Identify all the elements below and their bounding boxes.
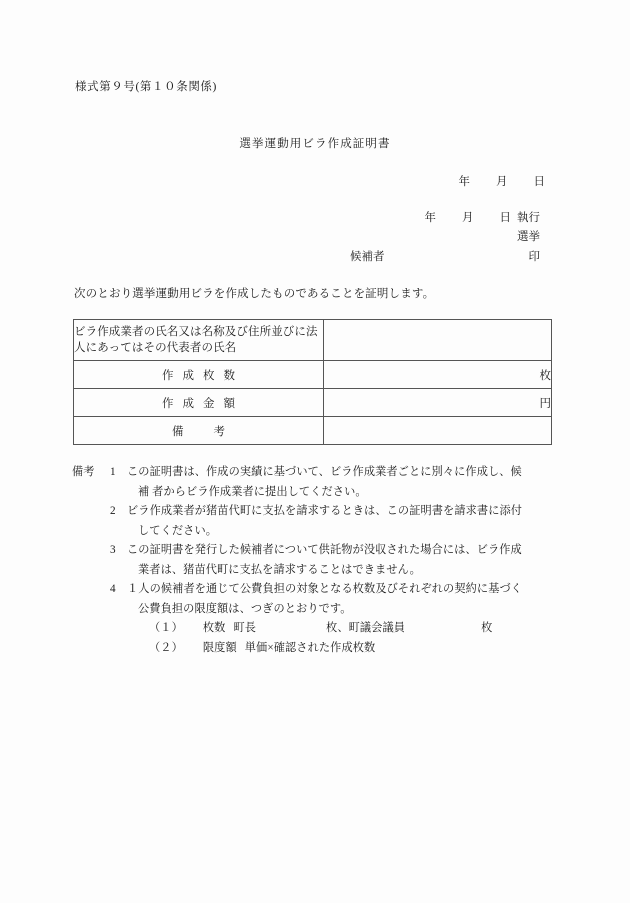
notes-section <box>72 463 572 658</box>
note-text <box>127 580 572 658</box>
table-row <box>74 417 552 445</box>
document-title: 選挙運動用ビラ作成証明書 <box>239 138 391 150</box>
row-value-producer-name[interactable] <box>324 320 552 361</box>
row-label-amount-text: 作成金額 <box>162 397 244 410</box>
row-label-remarks-text: 備考 <box>172 425 255 438</box>
form-number: 様式第９号(第１０条関係) <box>75 81 217 93</box>
election-label: 選挙 <box>517 231 540 243</box>
row-label-sheet-count <box>74 361 324 389</box>
note-item <box>72 541 572 580</box>
sub-item-label: 限度額 <box>202 641 237 654</box>
table-row <box>74 389 552 417</box>
candidate-label: 候補者 <box>350 251 385 263</box>
note-line: 補 者からビラ作成業者に提出してください。 <box>138 485 367 498</box>
candidate-row <box>350 248 540 264</box>
sub-item-unit-assembly: 枚 <box>481 622 493 634</box>
election-month: 月 <box>462 212 474 224</box>
sub-item-formula: 単価×確認された作成枚数 <box>244 641 376 654</box>
note-line: この証明書を発行した候補者について供託物が没収された場合には、ビラ作成 <box>127 544 522 556</box>
table-row <box>74 320 552 361</box>
sub-item-unit-mayor: 枚、 <box>326 622 349 634</box>
election-year: 年 <box>424 212 436 224</box>
note-text <box>127 541 572 580</box>
note-line: この証明書は、作成の実績に基づいて、ビラ作成業者ごとに別々に作成し、候 <box>127 466 522 478</box>
issue-date-day: 日 <box>533 176 545 188</box>
note-line: 公費負担の限度額は、つぎのとおりです。 <box>138 602 352 615</box>
row-label-sheet-count-text: 作成枚数 <box>162 369 244 382</box>
row-value-remarks[interactable] <box>324 417 552 445</box>
note-item <box>72 502 572 541</box>
row-label-remarks <box>74 417 324 445</box>
sub-item-number: （１） <box>149 622 183 634</box>
issue-date-month: 月 <box>496 176 508 188</box>
certification-table <box>73 319 552 445</box>
table-row <box>74 361 552 389</box>
note-number: 3 <box>110 544 116 556</box>
row-label-producer-name: ビラ作成業者の氏名又は名称及び住所並びに法人にあってはその代表者の氏名 <box>74 320 324 361</box>
sub-item-number: （２） <box>149 641 183 654</box>
notes-label: 備考 <box>72 466 95 478</box>
note-text <box>127 502 572 541</box>
note-text <box>127 463 572 502</box>
row-label-amount <box>74 389 324 417</box>
sub-item-target-mayor: 町長 <box>233 622 257 634</box>
row-value-amount[interactable]: 円 <box>324 389 552 417</box>
election-day: 日 <box>499 212 511 224</box>
note-item <box>72 580 572 658</box>
note-sub-item <box>138 639 572 659</box>
election-execution-label: 執行 <box>517 212 540 224</box>
note-sub-list <box>138 619 572 658</box>
notes-list <box>72 463 572 658</box>
note-line: １人の候補者を通じて公費負担の対象となる枚数及びそれぞれの契約に基づく <box>127 583 523 595</box>
note-number: 2 <box>110 505 116 517</box>
seal-label: 印 <box>528 251 540 263</box>
sub-item-target-assembly: 町議会議員 <box>348 622 406 634</box>
certification-statement: 次のとおり選挙運動用ビラを作成したものであることを証明します。 <box>74 288 435 300</box>
note-line: ビラ作成業者が猪苗代町に支払を請求するときは、この証明書を請求書に添付 <box>127 505 523 517</box>
election-date-block <box>0 209 540 247</box>
sub-item-label: 枚数 <box>202 622 226 634</box>
note-sub-item <box>138 619 572 639</box>
note-number: 4 <box>110 583 116 595</box>
note-line: してください。 <box>138 524 218 537</box>
note-line: 業者は、猪苗代町に支払を請求することはできません。 <box>138 563 421 576</box>
issue-date-year: 年 <box>458 176 470 188</box>
issue-date-line <box>0 173 545 189</box>
note-number: 1 <box>110 466 116 478</box>
note-item <box>72 463 572 502</box>
row-value-sheet-count[interactable]: 枚 <box>324 361 552 389</box>
